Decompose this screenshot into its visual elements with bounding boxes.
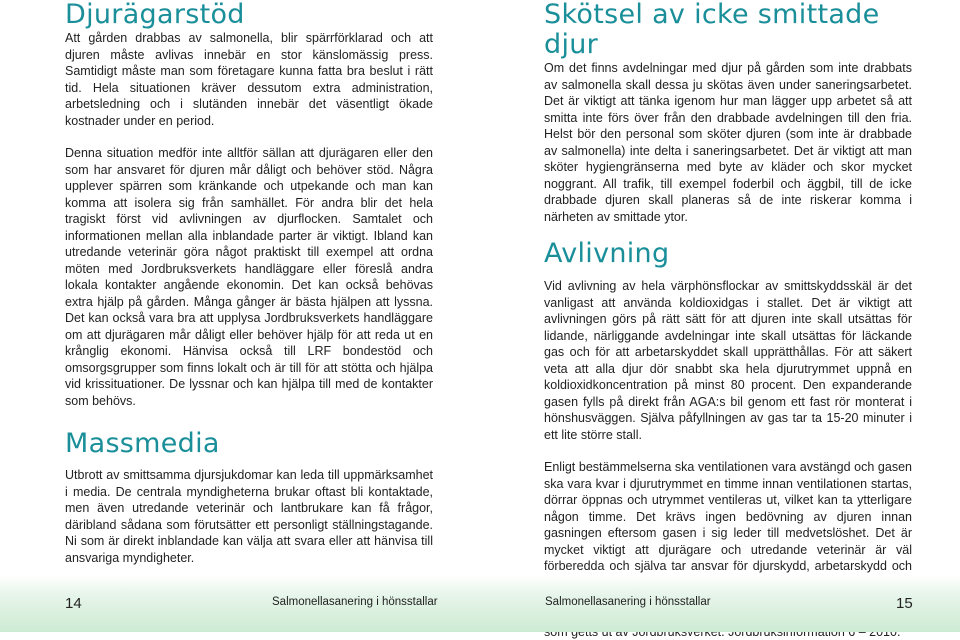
paragraph-skotsel: Om det finns avdelningar med djur på gården som inte drabbats av salmonella skall dessa ju skötas även under saneringsarbetet. Det är viktigt att tänka igenom hur man lägger upp arbetet så att smitta inte förs över från den drabbade avdelningen till den fria. Helst bör den personal som sköter djuren (som inte är drabbade av salmonella) inte delta i saneringsarbetet. Det är viktigt att man sköter hygiengränserna med byte av kläder och skor mycket noggrant. All trafik, till exempel foderbil och äggbil, till de icke drabbade djuren skall planeras så de inte riskerar komma i närheten av smittade ytor. <box>544 61 912 224</box>
running-title-right: Salmonellasanering i hönsstallar <box>545 596 711 608</box>
heading-massmedia: Massmedia <box>65 428 220 459</box>
paragraph-avlivning-method: Vid avlivning av hela värphönsflockar av smittskyddsskäl är det vanligast att använda koldioxidgas i stallet. Det är viktigt att avlivningen görs på rätt sätt för att djuren inte skall utsättas för lidande, närliggande avdelningar inte skall utsättas för läckande gas och för att arbetarskyddet skall upprätthållas. För att säkert veta att alla djur dör snabbt ska hela djurutrymmet uppnå en koldioxidkoncentration på minst 80 procent. Den expanderande gasen fylls på direkt från AGA:s bil genom ett fast rör monterat i hönshusväggen. Själva påfyllningen av gas tar ta 15-20 minuter i ett lite större stall. <box>544 279 912 442</box>
running-title-left: Salmonellasanering i hönsstallar <box>272 596 438 608</box>
right-column <box>544 0 912 640</box>
heading-avlivning: Avlivning <box>544 238 670 269</box>
paragraph-avlivning-rules: Enligt bestämmelserna ska ventilationen vara avstängd och gasen ska vara kvar i djurutrymmet en timme innan ventilationen startas, dörrar öppnas och utrymmet ventileras ut, vilket kan ta ytterligare någon timme. Det krävs ingen bedövning av djuren innan gasningen eftersom gasen i sig leder till medvetslöshet. Det är mycket viktigt att djurägare och utredande veterinär är väl förberedda och själva tar ansvar för djurskydd, arbetarskydd och <box>544 460 912 573</box>
left-column <box>65 0 433 566</box>
heading-djuragarstod: Djurägarstöd <box>65 0 245 30</box>
footer-band <box>0 575 960 632</box>
page-number-right: 15 <box>896 595 913 612</box>
heading-skotsel: Skötsel av icke smittade djur <box>544 0 880 60</box>
paragraph-massmedia: Utbrott av smittsamma djursjukdomar kan leda till uppmärksamhet i media. De centrala myndigheterna brukar oftast bli kontaktade, men även utredande veterinär och lantbrukare kan få frågor, däribland sådana som förutsätter ett personligt ställningstagande. Ni som är direkt inblandade kan välja att svara eller att hänvisa till ansvariga myndigheter. <box>65 468 433 565</box>
page-number-left: 14 <box>65 595 82 612</box>
paragraph-djuragarstod-intro: Att gården drabbas av salmonella, blir spärrförklarad och att djuren måste avlivas innebär en stor känslomässig press. Samtidigt måste man som företagare kunna fatta bra beslut i rätt tid. Hela situationen kräver dessutom extra administration, arbetsledning och i slutänden innebär det väsentligt ökade kostnader under en period. <box>65 31 433 128</box>
paragraph-djuragarstod-support: Denna situation medför inte alltför sällan att djurägaren eller den som har ansvaret för djuren mår dåligt och behöver stöd. Några upplever spärren som kränkande och utpekande och man kan komma att isolera sig från samhället. För andra blir det hela tragiskt först vid avlivningen av djurflocken. Samtalet och informationen mellan alla inblandade parter är viktigt. Ibland kan utredande veterinär göra något praktiskt till exempel att ordna möten med Jordbruksverkets handläggare eller föreslå andra lokala kontakter angående ekonomin. Det kan också behövas extra hjälp på gården. Många gånger är bästa hjälpen att lyssna. Det kan också vara bra att upplysa Jordbruksverkets handläggare om att djurägaren mår dåligt eller behöver hjälp för att reda ut en krånglig ekonomi. Hänvisa också till LRF bondestöd och omsorgsgrupper som finns lokalt och är till för att stötta och hjälpa vid krissituationer. De lyssnar och kan hjälpa till med de kontakter som behövs. <box>65 146 433 408</box>
